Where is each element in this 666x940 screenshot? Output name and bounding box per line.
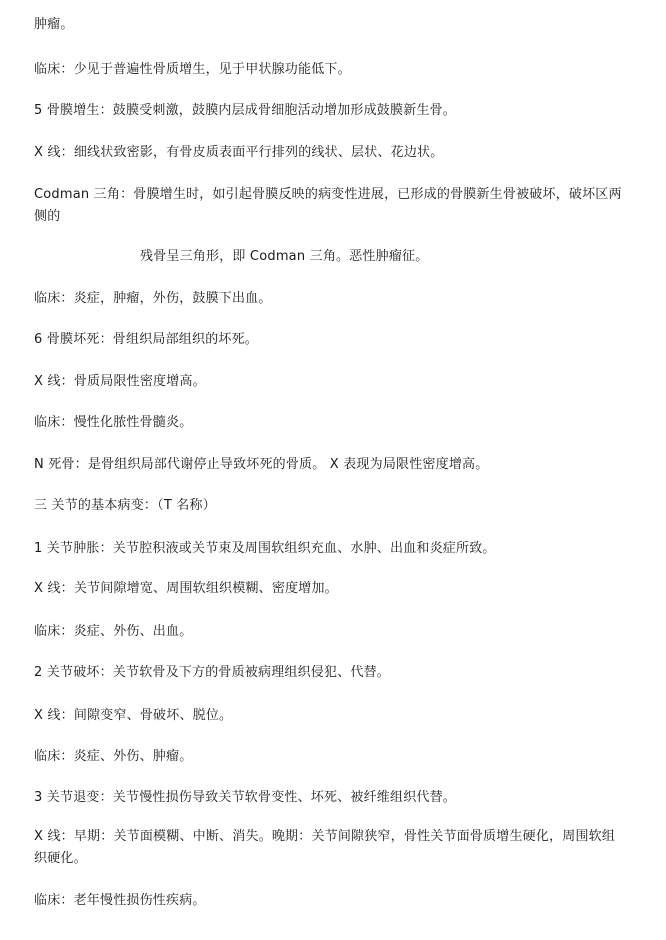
text-line: 临床：炎症、外伤、肿瘤。 <box>34 749 193 764</box>
text-line: 5 骨膜增生：鼓膜受刺激，鼓膜内层成骨细胞活动增加形成鼓膜新生骨。 <box>34 103 457 118</box>
text-line: 临床：炎症，肿瘤，外伤，鼓膜下出血。 <box>34 291 272 306</box>
text-line: X 线：关节间隙增宽、周围软组织模糊、密度增加。 <box>34 581 338 596</box>
text-line: X 线：细线状致密影，有骨皮质表面平行排列的线状、层状、花边状。 <box>34 145 444 160</box>
text-line: 3 关节退变：关节慢性损伤导致关节软骨变性、坏死、被纤维组织代替。 <box>34 790 457 805</box>
text-line: 2 关节破坏：关节软骨及下方的骨质被病理组织侵犯、代替。 <box>34 665 391 680</box>
text-line: 临床：少见于普遍性骨质增生，见于甲状腺功能低下。 <box>34 62 351 77</box>
text-line: 肿瘤。 <box>34 17 74 32</box>
text-line: X 线：骨质局限性密度增高。 <box>34 374 206 389</box>
text-paragraph: X 线：早期：关节面模糊、中断、消失。晚期：关节间隙狭窄，骨性关节面骨质增生硬化，周围软组织硬化。 <box>34 829 616 866</box>
text-line: 临床：老年慢性损伤性疾病。 <box>34 893 206 908</box>
text-line: N 死骨：是骨组织局部代谢停止导致坏死的骨质。 X 表现为局限性密度增高。 <box>34 457 489 472</box>
text-line: 6 骨膜坏死：骨组织局部组织的坏死。 <box>34 332 259 347</box>
text-line: 残骨呈三角形，即 Codman 三角。恶性肿瘤征。 <box>140 249 429 264</box>
text-line: X 线：间隙变窄、骨破坏、脱位。 <box>34 708 233 723</box>
section-heading: 三 关节的基本病变：（T 名称） <box>34 498 216 513</box>
text-line: 1 关节肿胀：关节腔积液或关节束及周围软组织充血、水肿、出血和炎症所致。 <box>34 541 496 556</box>
text-line: 临床：炎症、外伤、出血。 <box>34 624 193 639</box>
text-paragraph: Codman 三角：骨膜增生时，如引起骨膜反映的病变性进展，已形成的骨膜新生骨被破坏，破坏区两侧的 <box>34 187 622 224</box>
text-line: 临床：慢性化脓性骨髓炎。 <box>34 415 193 430</box>
